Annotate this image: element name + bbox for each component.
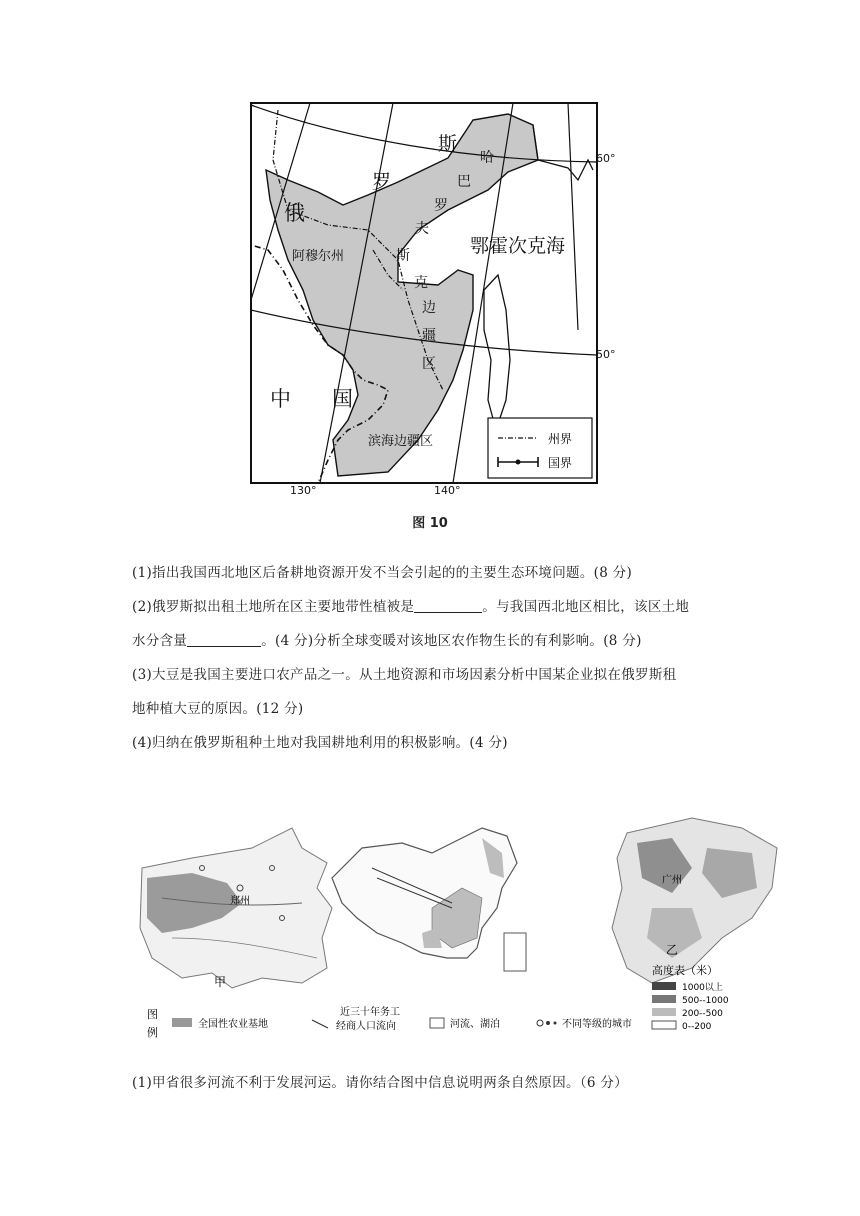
- question-1: (1)指出我国西北地区后备耕地资源开发不当会引起的的主要生态环境问题。(8 分): [132, 565, 633, 581]
- label-primorsky: 滨海边疆区: [368, 434, 434, 449]
- elevation-4: 0--200: [682, 1022, 712, 1032]
- label-ba: 巴: [457, 174, 471, 190]
- question-2-text-d: 。(4 分)分析全球变暖对该地区农作物生长的有利影响。(8 分): [261, 633, 642, 649]
- legend-migrant-2: 经商人口流向: [336, 1021, 396, 1032]
- figure-three-maps: [132, 808, 802, 1048]
- elevation-3: 200--500: [682, 1009, 723, 1019]
- elevation-1: 1000以上: [682, 983, 723, 993]
- map-jia: [140, 828, 332, 989]
- lat-60: 60°: [596, 152, 616, 165]
- map-legend: [488, 418, 592, 478]
- question-2-line1: [132, 590, 752, 624]
- label-guangzhou: 广州: [662, 875, 682, 886]
- label-luo1: 罗: [372, 171, 392, 193]
- label-bian: 边: [422, 300, 436, 316]
- figure2-legend: [147, 1005, 632, 1039]
- label-yi: 乙: [666, 943, 679, 957]
- figure10-caption: 图 10: [412, 516, 448, 531]
- answer-blank-1[interactable]: [414, 597, 482, 613]
- label-ha: 哈: [480, 150, 494, 166]
- question-2-text-c: 水分含量: [132, 633, 188, 649]
- label-si: 斯: [438, 133, 458, 155]
- lon-140: 140°: [434, 484, 461, 497]
- question-3-line2: 地种植大豆的原因。(12 分): [132, 701, 304, 717]
- label-ke: 克: [414, 275, 428, 291]
- label-okhotsk: 鄂霍次克海: [470, 235, 566, 257]
- legend-state-border: 州界: [548, 432, 573, 446]
- question-b1: (1)甲省很多河流不利于发展河运。请你结合图中信息说明两条自然原因。（6 分）: [132, 1075, 628, 1091]
- elevation-2: 500--1000: [682, 996, 729, 1006]
- map-china: [332, 828, 526, 971]
- label-luo2: 罗: [434, 198, 448, 214]
- legend-national-border: 国界: [548, 456, 573, 470]
- legend-cities: 不同等级的城市: [562, 1019, 632, 1030]
- map-yi: [612, 818, 777, 1032]
- label-si2: 斯: [396, 248, 410, 264]
- legend-tu: 图: [147, 1008, 158, 1021]
- question-2-text-b: 。与我国西北地区相比，该区土地: [482, 599, 690, 615]
- label-qu: 区: [422, 356, 436, 372]
- legend-li: 例: [147, 1026, 158, 1039]
- label-jiang: 疆: [422, 328, 436, 344]
- label-e: 俄: [284, 201, 305, 225]
- figure10-map: [248, 100, 616, 497]
- question-2-text-a: (2)俄罗斯拟出租土地所在区主要地带性植被是: [132, 599, 415, 615]
- question-4: (4)归纳在俄罗斯租种土地对我国耕地利用的积极影响。(4 分): [132, 735, 508, 751]
- elevation-title: 高度表（米）: [652, 964, 718, 977]
- label-amur: 阿穆尔州: [292, 249, 345, 264]
- label-zhengzhou: 郑州: [230, 896, 250, 907]
- label-jia: 甲: [214, 975, 227, 989]
- lat-50: 50°: [596, 348, 616, 361]
- label-fu: 夫: [415, 221, 429, 237]
- lon-130: 130°: [290, 484, 317, 497]
- label-zhong: 中: [270, 387, 291, 411]
- answer-blank-2[interactable]: [187, 631, 261, 647]
- legend-rivers: 河流、湖泊: [450, 1019, 500, 1030]
- legend-migrant-1: 近三十年务工: [340, 1007, 400, 1018]
- legend-agri-base: 全国性农业基地: [198, 1019, 268, 1030]
- question-2-line2: [132, 624, 752, 658]
- label-guo: 国: [332, 387, 353, 411]
- question-3-line1: (3)大豆是我国主要进口农产品之一。从土地资源和市场因素分析中国某企业拟在俄罗斯租: [132, 667, 677, 683]
